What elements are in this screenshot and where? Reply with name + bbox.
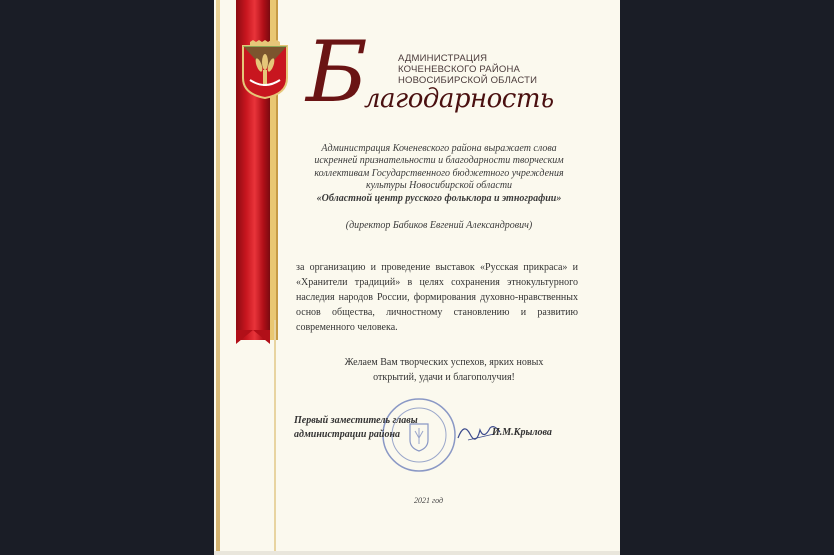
ribbon-tail	[236, 330, 270, 344]
director-line: (директор Бабиков Евгений Александрович)	[345, 220, 533, 231]
page-edge	[214, 551, 620, 555]
org-line-3: НОВОСИБИРСКОЙ ОБЛАСТИ	[398, 75, 538, 86]
para1-line-4: культуры Новосибирской области	[365, 180, 513, 192]
signatory-title-line-2: администрации района	[294, 428, 401, 440]
gratitude-paragraph	[294, 143, 584, 205]
org-line-2: КОЧЕНЕВСКОГО РАЙОНА	[398, 64, 521, 75]
para1-line-1: Администрация Коченевского района выражает слова	[321, 143, 557, 154]
signatory-title-line-1: Первый заместитель главы	[294, 415, 418, 426]
title-text: лагодарность	[364, 84, 554, 114]
organization-name	[398, 53, 558, 86]
reason-paragraph: за организацию и проведение выставок «Русская прикраса» и «Хранители традиций» в целях сохранения этнокультурного наследия народов России, формирования духовно-нравственных основ общества, личностному становлению и развитию современного человека.	[296, 262, 578, 333]
para1-line-2: искренней признательности и благодарности творческим	[314, 155, 564, 167]
signatory-title	[294, 414, 464, 441]
wishes	[324, 356, 564, 385]
signatory-name: И.М.Крылова	[492, 427, 552, 438]
gold-border-line	[216, 0, 220, 551]
wish-line-1: Желаем Вам творческих успехов, ярких новых	[344, 357, 544, 368]
document-year: 2021 год	[414, 496, 444, 505]
certificate-page	[214, 0, 620, 551]
org-line-1: АДМИНИСТРАЦИЯ	[398, 53, 488, 64]
institution-name: «Областной центр русского фольклора и этнографии»	[316, 192, 562, 204]
para1-line-3: коллективам Государственного бюджетного учреждения	[314, 167, 564, 179]
gold-accent-line	[274, 320, 276, 551]
coat-of-arms-icon	[240, 40, 290, 100]
wish-line-2: открытий, удачи и благополучия!	[373, 371, 515, 383]
title-capital-letter: Б	[306, 23, 368, 121]
